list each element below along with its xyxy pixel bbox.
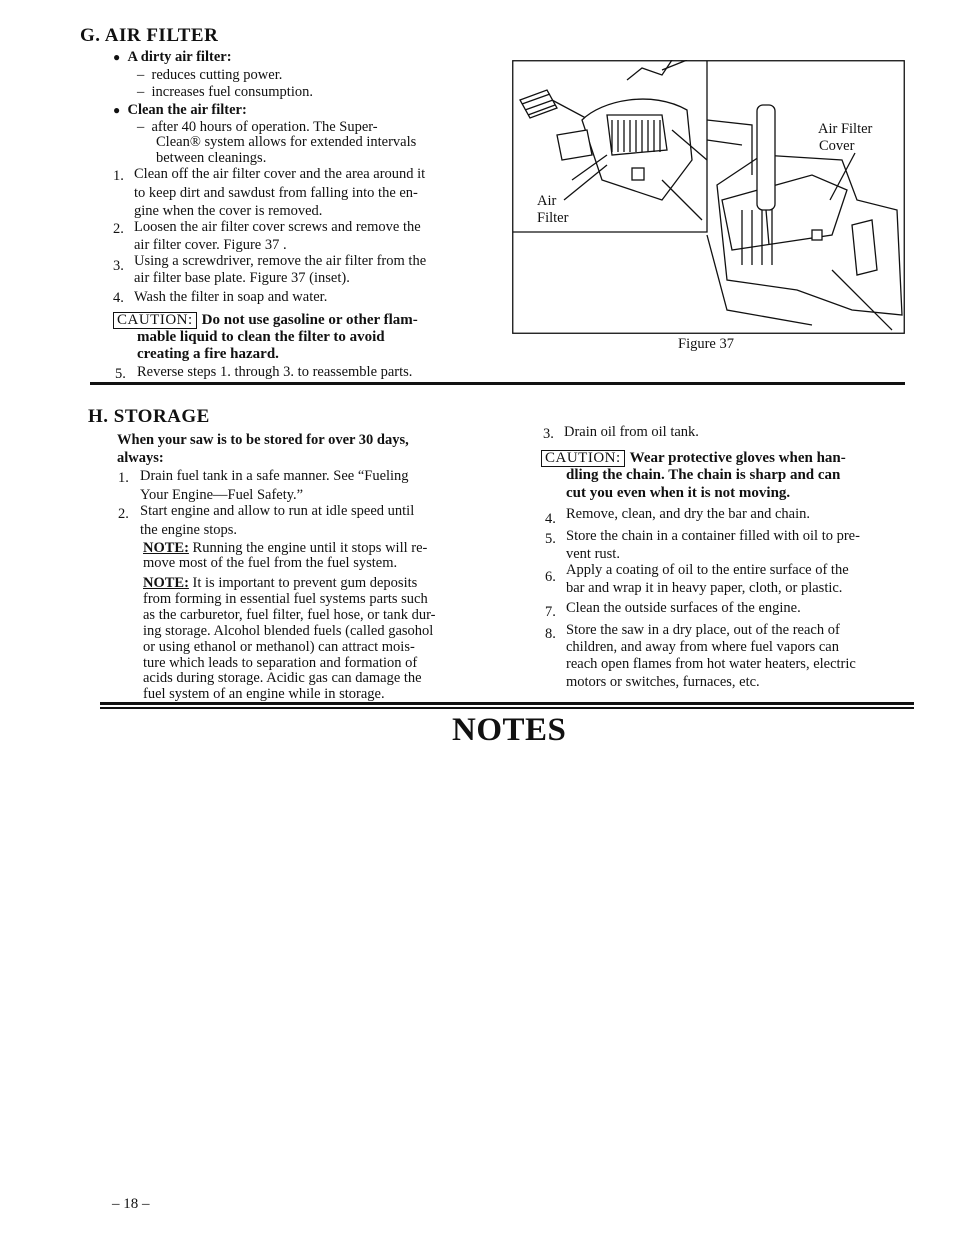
- af-caution: [113, 312, 418, 329]
- storage-heading: H. STORAGE: [88, 406, 210, 427]
- section-divider-bottom: [100, 702, 914, 705]
- af-step-4-num: 4.: [113, 290, 124, 306]
- st-step-6-line-1: Apply a coating of oil to the entire surface of the: [566, 562, 849, 578]
- screwdriver-handle-icon: [757, 105, 775, 210]
- bullet-dirty-filter-title: A dirty air filter:: [127, 49, 232, 65]
- clean-filter-line-3: between cleanings.: [156, 150, 267, 166]
- st-caution: [541, 450, 846, 467]
- st-step-3-num: 3.: [543, 426, 554, 442]
- af-step-1-line-2: to keep dirt and sawdust from falling into the en-: [134, 185, 418, 201]
- st-step-8-line-2: children, and away from where fuel vapors can: [566, 639, 839, 655]
- af-caution-line-2: mable liquid to clean the filter to avoid: [137, 329, 385, 345]
- st-step-6-num: 6.: [545, 569, 556, 585]
- note-2-line-6: ture which leads to separation and formation of: [143, 655, 418, 671]
- note-2-line-2: from forming in essential fuel systems parts such: [143, 591, 428, 607]
- af-step-2-num: 2.: [113, 221, 124, 237]
- note-1-line-1: [143, 540, 427, 556]
- af-step-3-line-1: Using a screwdriver, remove the air filter from the: [134, 253, 427, 269]
- clean-filter-line-2: Clean® system allows for extended intervals: [156, 134, 417, 150]
- st-step-2-line-1: Start engine and allow to run at idle speed until: [140, 503, 415, 519]
- st-step-5-line-1: Store the chain in a container filled with oil to pre-: [566, 528, 860, 544]
- notes-heading: NOTES: [452, 712, 567, 748]
- note-2-line-4: ing storage. Alcohol blended fuels (called gasohol: [143, 623, 434, 639]
- st-caution-line-1: Wear protective gloves when han-: [629, 450, 846, 466]
- note-2-label: NOTE:: [143, 575, 189, 591]
- storage-intro-line-1: When your saw is to be stored for over 30 days,: [117, 432, 409, 448]
- st-step-4-num: 4.: [545, 511, 556, 527]
- st-step-8-num: 8.: [545, 626, 556, 642]
- figure-caption: Figure 37: [678, 336, 734, 352]
- note-1-line-2: move most of the fuel from the fuel system.: [143, 555, 398, 571]
- st-step-2-line-2: the engine stops.: [140, 522, 238, 538]
- dirty-filter-item-1: – reduces cutting power.: [137, 67, 283, 83]
- note-2-line-3: as the carburetor, fuel filter, fuel hose, or tank dur-: [143, 607, 436, 623]
- af-step-2-line-2: air filter cover. Figure 37 .: [134, 237, 287, 253]
- af-caution-line-3: creating a fire hazard.: [137, 346, 279, 362]
- af-step-5-num: 5.: [115, 366, 126, 382]
- page-number: – 18 –: [112, 1196, 150, 1212]
- af-caution-line-1: Do not use gasoline or other flam-: [201, 312, 418, 328]
- st-step-5-num: 5.: [545, 531, 556, 547]
- st-step-4-text: Remove, clean, and dry the bar and chain.: [566, 506, 810, 522]
- st-step-1-line-1: Drain fuel tank in a safe manner. See “Fueling: [140, 468, 409, 484]
- figure-37-illustration: [512, 60, 905, 334]
- af-step-1-line-1: Clean off the air filter cover and the area around it: [134, 166, 426, 182]
- figure-37: [512, 60, 905, 334]
- bullet-clean-filter-title: Clean the air filter:: [127, 102, 247, 118]
- figure-label-air: Air: [537, 193, 557, 209]
- clean-filter-line-1: after 40 hours of operation. The Super-: [151, 119, 378, 135]
- chainsaw-icon: [707, 105, 902, 330]
- st-step-2-num: 2.: [118, 506, 129, 522]
- figure-label-cover: Cover: [819, 138, 855, 154]
- bullet-dirty-filter: ● A dirty air filter:: [113, 49, 232, 65]
- st-step-1-num: 1.: [118, 470, 129, 486]
- st-step-8-line-3: reach open flames from hot water heaters, electric: [566, 656, 856, 672]
- dirty-filter-item-1-text: reduces cutting power.: [151, 67, 283, 83]
- st-step-7-num: 7.: [545, 604, 556, 620]
- st-step-1-line-2: Your Engine––Fuel Safety.”: [140, 487, 304, 503]
- note-1-text: Running the engine until it stops will re-: [192, 540, 428, 556]
- bullet-clean-filter: ● Clean the air filter:: [113, 102, 247, 118]
- af-step-1-line-3: gine when the cover is removed.: [134, 203, 323, 219]
- storage-intro-line-2: always:: [117, 450, 164, 466]
- st-caution-line-3: cut you even when it is not moving.: [566, 485, 791, 501]
- note-2-line-5: or using ethanol or methanol) can attract mois-: [143, 639, 415, 655]
- figure-label-air-filter: Air Filter: [818, 121, 873, 137]
- air-filter-heading: G. AIR FILTER: [80, 25, 219, 46]
- clean-filter-item: – after 40 hours of operation. The Super-: [137, 119, 378, 135]
- st-step-8-line-4: motors or switches, furnaces, etc.: [566, 674, 760, 690]
- note-2-line-7: acids during storage. Acidic gas can damage the: [143, 670, 422, 686]
- af-step-3-num: 3.: [113, 258, 124, 274]
- st-caution-line-2: dling the chain. The chain is sharp and can: [566, 467, 841, 483]
- af-step-3-line-2: air filter base plate. Figure 37 (inset).: [134, 270, 350, 286]
- st-step-7-text: Clean the outside surfaces of the engine.: [566, 600, 801, 616]
- section-divider-top: [90, 382, 905, 385]
- st-step-5-line-2: vent rust.: [566, 546, 620, 562]
- af-step-2-line-1: Loosen the air filter cover screws and remove the: [134, 219, 421, 235]
- st-step-6-line-2: bar and wrap it in heavy paper, cloth, or plastic.: [566, 580, 843, 596]
- figure-label-filter: Filter: [537, 210, 569, 226]
- af-caution-label: CAUTION:: [113, 312, 197, 329]
- dirty-filter-item-2: – increases fuel consumption.: [137, 84, 313, 100]
- dirty-filter-item-2-text: increases fuel consumption.: [151, 84, 313, 100]
- st-step-3-text: Drain oil from oil tank.: [564, 424, 699, 440]
- section-divider-bottom-thin: [100, 707, 914, 709]
- note-1-label: NOTE:: [143, 540, 189, 556]
- st-caution-label: CAUTION:: [541, 450, 625, 467]
- note-2-text: It is important to prevent gum deposits: [192, 575, 418, 591]
- note-2-line-8: fuel system of an engine while in storage.: [143, 686, 385, 702]
- af-step-1-num: 1.: [113, 168, 124, 184]
- note-2-line-1: [143, 575, 417, 591]
- af-step-4-line-1: Wash the filter in soap and water.: [134, 289, 328, 305]
- af-step-5-text: Reverse steps 1. through 3. to reassemble parts.: [137, 364, 413, 380]
- st-step-8-line-1: Store the saw in a dry place, out of the reach of: [566, 622, 840, 638]
